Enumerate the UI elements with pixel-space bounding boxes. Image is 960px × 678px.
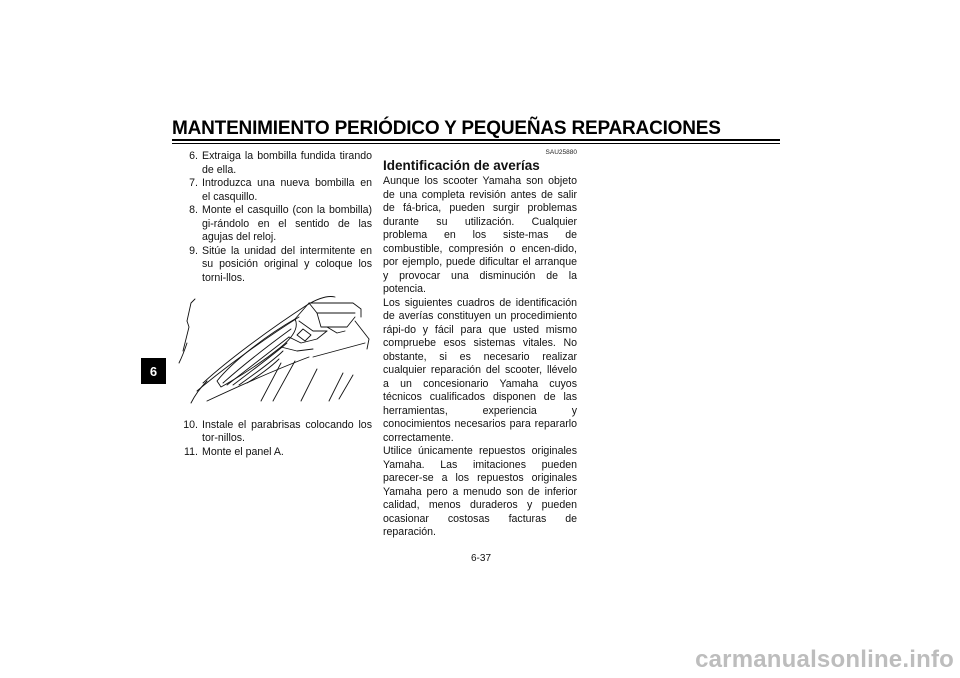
step-number: 10. (183, 418, 198, 431)
step-text: Monte el panel A. (202, 445, 284, 458)
step-item (172, 446, 372, 460)
page-number: 6-37 (470, 553, 491, 564)
right-column (383, 150, 577, 540)
paragraph: Los siguientes cuadros de identificación de averías constituyen un procedimiento rápi-do y fácil para que usted mismo compruebe esos sistemas vitales. No obstante, si es necesario realizar cualquier reparación del scooter, llévelo a un concesionario Yamaha cuyos técnicos cualificados disponen de las herramientas, experiencia y conocimientos necesarios para repararlo correctamente. (383, 296, 577, 444)
paragraph: Utilice únicamente repuestos originales Yamaha. Las imitaciones pueden parecer-se a los repuestos originales Yamaha pero a menudo son de inferior calidad, menos duraderos y pueden ocasionar costosas facturas de reparación. (383, 445, 577, 538)
step-number: 7. (189, 177, 198, 189)
header-rule-thin (172, 143, 780, 144)
step-item (172, 177, 372, 204)
step-number: 8. (189, 204, 198, 216)
page-title: MANTENIMIENTO PERIÓDICO Y PEQUEÑAS REPARACIONES (172, 118, 721, 139)
left-column (172, 150, 372, 459)
chapter-tab: 6 (141, 358, 166, 384)
step-item (172, 419, 372, 446)
header-rule (172, 139, 780, 141)
step-number: 11. (184, 445, 198, 458)
paragraph: Aunque los scooter Yamaha son objeto de una completa revisión antes de salir de fá-brica, pueden surgir problemas durante su utilización. Cualquier problema en los siste-mas de combustible, compresión o encen-dido, por ejemplo, puede dificultar el arranque y provocar una disminución de la potencia. (383, 175, 577, 295)
step-text: Introduzca una nueva bombilla en el casquillo. (202, 177, 372, 203)
step-text: Instale el parabrisas colocando los tor-nillos. (202, 418, 372, 444)
reference-code: SAU25880 (545, 149, 577, 156)
step-number: 6. (189, 150, 198, 162)
step-item (172, 150, 372, 177)
watermark: carmanualsonline.info (695, 646, 954, 673)
section-heading: Identificación de averías (383, 158, 540, 173)
step-text: Extraiga la bombilla fundida tirando de ella. (202, 150, 372, 176)
step-text: Sitúe la unidad del intermitente en su posición original y coloque los torni-llos. (202, 244, 372, 284)
step-item (172, 245, 372, 286)
scooter-turn-signal-illustration (176, 290, 376, 408)
step-item (172, 204, 372, 245)
step-text: Monte el casquillo (con la bombilla) gi-rándolo en el sentido de las agujas del reloj. (202, 204, 372, 243)
step-number: 9. (189, 244, 198, 257)
